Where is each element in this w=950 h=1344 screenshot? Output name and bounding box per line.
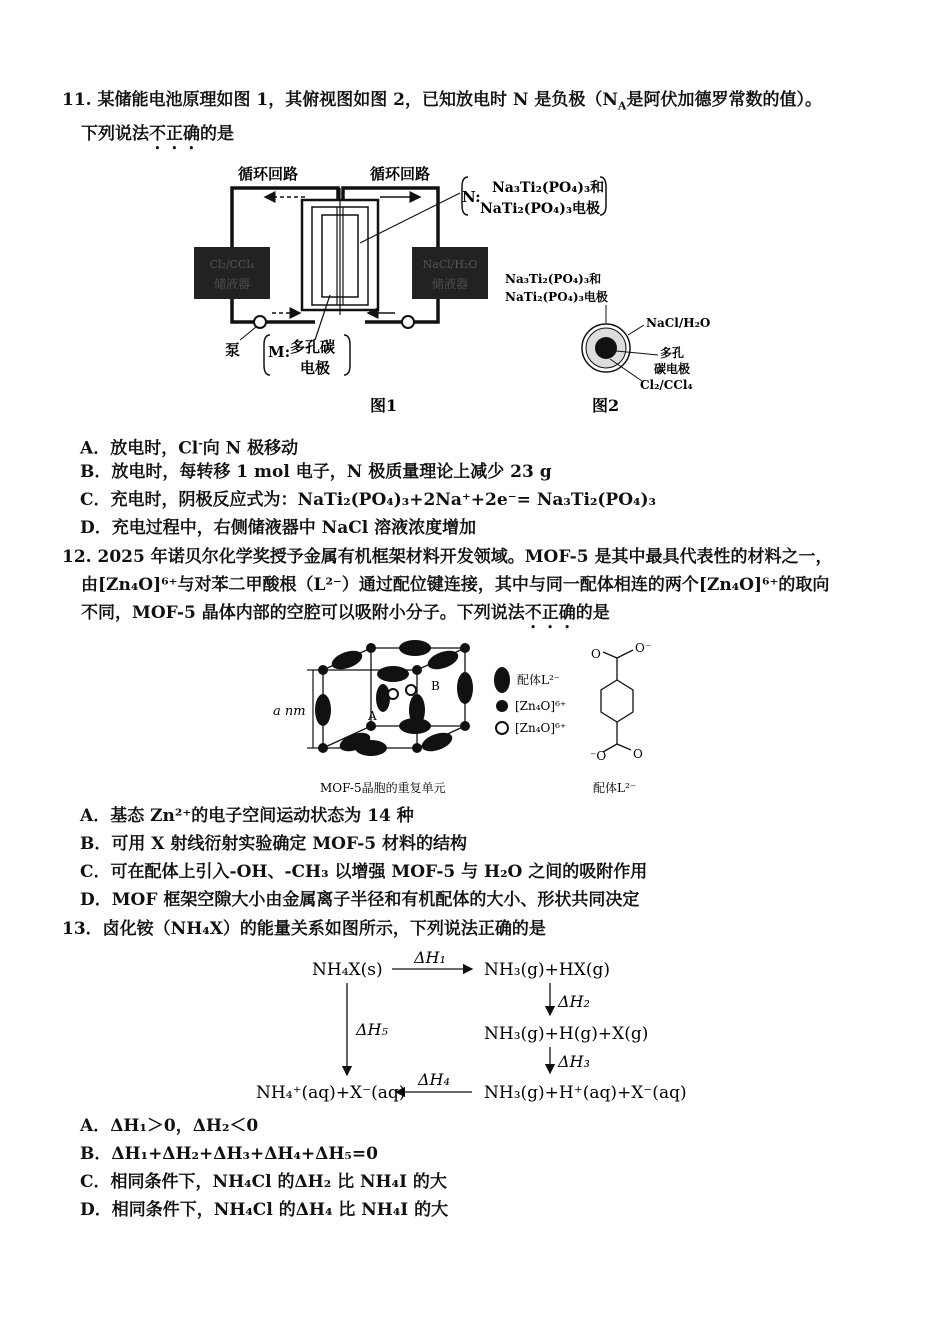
delta-h3: ΔH₃	[558, 1052, 590, 1071]
q12-option-b: B．可用 X 射线衍射实验确定 MOF-5 材料的结构	[80, 834, 468, 854]
point-a: A	[368, 709, 377, 723]
legend-zn2: [Zn₄O]⁶⁺	[515, 721, 567, 735]
delta-h2: ΔH₂	[558, 992, 590, 1011]
left-reservoir-bottom: 储液器	[213, 277, 251, 291]
q13-option-a: A．ΔH₁＞0，ΔH₂＜0	[80, 1116, 259, 1136]
state-nh4-ions: NH₄⁺(aq)+X⁻(aq)	[256, 1083, 406, 1103]
pump-label: 泵	[225, 341, 241, 359]
ligand-caption: 配体L²⁻	[593, 781, 637, 795]
terephthalate-structure	[601, 650, 633, 752]
fig2-carbon-line2: 碳电极	[654, 362, 691, 376]
right-reservoir-bottom: 储液器	[431, 277, 469, 291]
right-reservoir	[412, 247, 488, 299]
o-top-minus: O⁻	[635, 641, 652, 655]
q11-option-d: D．充电过程中，右侧储液器中 NaCl 溶液浓度增加	[80, 518, 477, 538]
delta-h4: ΔH₄	[418, 1070, 450, 1089]
q13-energy-diagram	[250, 945, 690, 1110]
o-bottom: O	[633, 747, 643, 761]
q12-option-a: A．基态 Zn²⁺的电子空间运动状态为 14 种	[80, 806, 414, 826]
q13-option-c: C．相同条件下，NH₄Cl 的ΔH₂ 比 NH₄I 的大	[80, 1172, 447, 1192]
q13-stem	[62, 915, 546, 943]
m-prefix: M:	[268, 343, 291, 361]
legend-zn1: [Zn₄O]⁶⁺	[515, 699, 567, 713]
a-nm-label: a nm	[273, 704, 306, 719]
right-reservoir-top: NaCl/H₂O	[422, 258, 478, 271]
q11-stem	[62, 86, 822, 154]
left-reservoir	[194, 247, 270, 299]
q11-option-b: B．放电时，每转移 1 mol 电子，N 极质量理论上减少 23 g	[80, 462, 552, 482]
fig2-nacl: NaCl/H₂O	[646, 316, 711, 330]
legend-zn1-icon	[496, 700, 508, 712]
q12-stem	[62, 543, 832, 633]
q11-line1-tail: 是阿伏加德罗常数的值）。	[626, 90, 822, 110]
n-line1: Na₃Ti₂(PO₄)₃和	[492, 180, 605, 196]
state-nh3-h-x: NH₃(g)+H(g)+X(g)	[484, 1024, 649, 1044]
q12-line2: 由[Zn₄O]⁶⁺与对苯二甲酸根（L²⁻）通过配位键连接，其中与同一配体相连的两个[Zn₄O]⁶⁺的取向	[81, 575, 830, 595]
battery-cell	[302, 188, 378, 315]
q12-option-d: D．MOF 框架空隙大小由金属离子半径和有机配体的大小、形状共同决定	[80, 890, 640, 910]
legend-ligand: 配体L²⁻	[517, 673, 561, 687]
q13-line1: 13．卤化铵（NH₄X）的能量关系如图所示，下列说法正确的是	[62, 919, 546, 939]
fig2-caption: 图2	[592, 396, 620, 415]
q11-figure	[180, 155, 740, 425]
q11-na-sub: A	[617, 99, 627, 113]
right-pump	[402, 316, 414, 328]
q11-line2-post: 的是	[200, 124, 234, 145]
loop-right-label: 循环回路	[370, 165, 431, 183]
q12-line1: 12. 2025 年诺贝尔化学奖授予金属有机框架材料开发领域。MOF-5 是其中最具代表性的材料之一，	[62, 547, 833, 567]
left-reservoir-top: Cl₂/CCl₄	[209, 258, 255, 271]
q11-option-a: A．放电时，Cl-向 N 极移动	[80, 437, 299, 459]
cell-caption: MOF-5晶胞的重复单元	[320, 781, 446, 795]
q12-emphasis: 不正确	[524, 603, 576, 623]
q12-line3-pre: 不同，MOF-5 晶体内部的空腔可以吸附小分子。下列说法	[81, 603, 525, 623]
m-electrode-pointer	[315, 295, 330, 340]
q11-option-c: C．充电时，阴极反应式为：NaTi₂(PO₄)₃+2Na⁺+2e⁻= Na₃Ti₂(PO₄)₃	[80, 490, 656, 510]
m-line2: 电极	[300, 359, 331, 377]
fig2-carbon-line1: 多孔	[660, 346, 685, 360]
legend-zn2-icon	[496, 722, 508, 734]
state-nh3-hx: NH₃(g)+HX(g)	[484, 960, 610, 980]
fig2-top-line1: Na₃Ti₂(PO₄)₃和	[505, 272, 602, 286]
q12-figure	[265, 630, 685, 805]
state-nh4x-solid: NH₄X(s)	[312, 960, 383, 980]
point-b: B	[431, 679, 440, 693]
delta-h1: ΔH₁	[414, 948, 446, 967]
loop-left-label: 循环回路	[238, 165, 299, 183]
n-line2: NaTi₂(PO₄)₃电极	[480, 201, 600, 217]
q11-emphasis: 不正确	[149, 124, 200, 145]
q13-option-b: B．ΔH₁+ΔH₂+ΔH₃+ΔH₄+ΔH₅=0	[80, 1144, 378, 1164]
o-bottom-minus: ⁻O	[590, 749, 607, 763]
fig1-caption: 图1	[370, 396, 398, 415]
q12-option-c: C．可在配体上引入-OH、-CH₃ 以增强 MOF-5 与 H₂O 之间的吸附作用	[80, 862, 648, 882]
q12-line3-post: 的是	[575, 603, 610, 623]
n-prefix: N:	[462, 188, 481, 206]
fig2-core	[595, 337, 617, 359]
delta-h5: ΔH₅	[356, 1020, 388, 1039]
left-pump	[254, 316, 266, 328]
q13-option-d: D．相同条件下，NH₄Cl 的ΔH₄ 比 NH₄I 的大	[80, 1200, 449, 1220]
fig2-cl2: Cl₂/CCl₄	[640, 378, 693, 392]
fig2-top-line2: NaTi₂(PO₄)₃电极	[505, 290, 608, 304]
o-top: O	[591, 647, 601, 661]
q11-line1: 11. 某储能电池原理如图 1，其俯视图如图 2，已知放电时 N 是负极（N	[62, 90, 618, 110]
m-line1: 多孔碳	[290, 338, 336, 356]
q11-line2-pre: 下列说法	[81, 124, 149, 145]
legend-ligand-icon	[494, 667, 510, 693]
state-nh3-ions: NH₃(g)+H⁺(aq)+X⁻(aq)	[484, 1083, 687, 1103]
